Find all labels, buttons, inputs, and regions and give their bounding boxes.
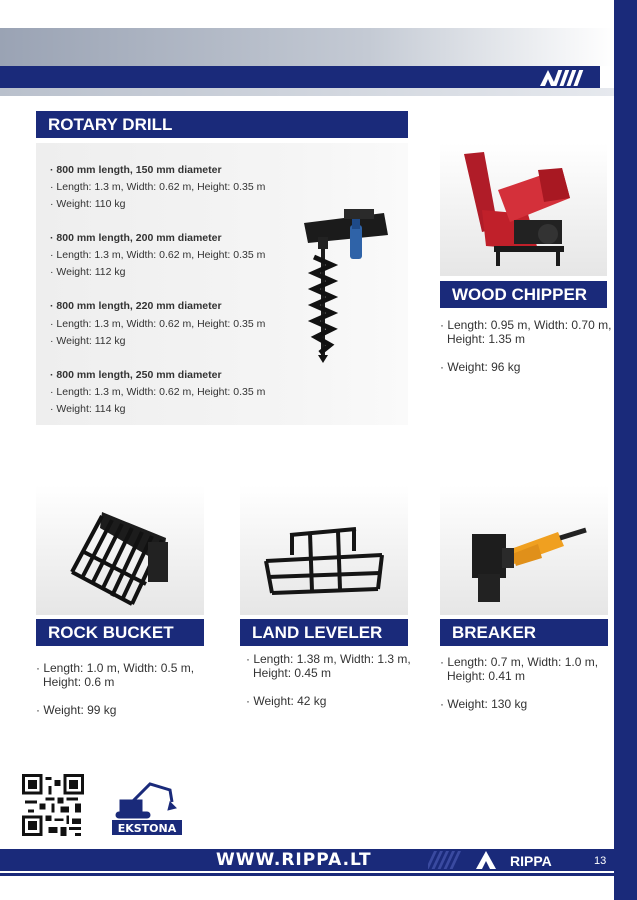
rock-bucket-weight: · Weight: 99 kg [36,703,117,717]
website-url[interactable]: WWW.RIPPA.LT [216,850,372,870]
footer-brand: RIPPA [510,853,552,869]
drill-variant-2-weight: · Weight: 112 kg [50,266,126,278]
breaker-specs [440,655,598,711]
wood-chipper-dims-line2: Height: 1.35 m [447,332,526,346]
wood-chipper-dims-line1: · Length: 0.95 m, Width: 0.70 m, [440,318,612,332]
wood-chipper-title: WOOD CHIPPER [440,281,607,308]
qr-code-icon [22,774,84,836]
land-leveler-dims-line1: · Length: 1.38 m, Width: 1.3 m, [246,652,411,666]
page-number: 13 [594,855,607,867]
drill-variant-1-weight: · Weight: 110 kg [50,198,126,210]
land-leveler-specs [246,652,411,708]
breaker-title: BREAKER [440,619,608,646]
footer-underline [0,873,614,876]
header-navy-band [0,66,600,88]
breaker-image [468,524,590,606]
wood-chipper-specs [440,318,611,374]
ekstona-logo-icon [110,776,184,836]
right-edge-bar [614,0,637,900]
land-leveler-dims-line2: Height: 0.45 m [253,666,332,680]
drill-variant-4-weight: · Weight: 114 kg [50,403,126,415]
rock-bucket-dims-line1: · Length: 1.0 m, Width: 0.5 m, [36,661,195,675]
land-leveler-image [262,525,386,601]
rock-bucket-specs [36,661,194,717]
wood-chipper-image [458,150,578,270]
rock-bucket-dims-line2: Height: 0.6 m [43,675,115,689]
rippa-logo-mark-icon [540,68,596,88]
breaker-weight: · Weight: 130 kg [440,697,528,711]
header-gradient-band [0,28,614,66]
drill-variant-1-name: · 800 mm length, 150 mm diameter [50,164,222,176]
header-light-band [0,88,614,96]
drill-variant-3-name: · 800 mm length, 220 mm diameter [50,300,222,312]
drill-variant-2-dims: · Length: 1.3 m, Width: 0.62 m, Height: 0.35 m [50,249,266,261]
drill-variant-3-weight: · Weight: 112 kg [50,335,126,347]
drill-variant-4-name: · 800 mm length, 250 mm diameter [50,369,222,381]
wood-chipper-weight: · Weight: 96 kg [440,360,521,374]
rotary-drill-title: ROTARY DRILL [36,111,408,138]
breaker-dims-line2: Height: 0.41 m [447,669,526,683]
rotary-drill-image [296,205,391,365]
land-leveler-title: LAND LEVELER [240,619,408,646]
land-leveler-weight: · Weight: 42 kg [246,694,327,708]
footer-stripes-icon [428,851,506,869]
rock-bucket-title: ROCK BUCKET [36,619,204,646]
rock-bucket-image [62,508,174,606]
drill-variant-3-dims: · Length: 1.3 m, Width: 0.62 m, Height: 0.35 m [50,318,266,330]
drill-variant-2-name: · 800 mm length, 200 mm diameter [50,232,222,244]
svg-text:EKSTONA: EKSTONA [117,822,177,835]
breaker-dims-line1: · Length: 0.7 m, Width: 1.0 m, [440,655,599,669]
drill-variant-1-dims: · Length: 1.3 m, Width: 0.62 m, Height: 0.35 m [50,181,266,193]
drill-variant-4-dims: · Length: 1.3 m, Width: 0.62 m, Height: 0.35 m [50,386,266,398]
